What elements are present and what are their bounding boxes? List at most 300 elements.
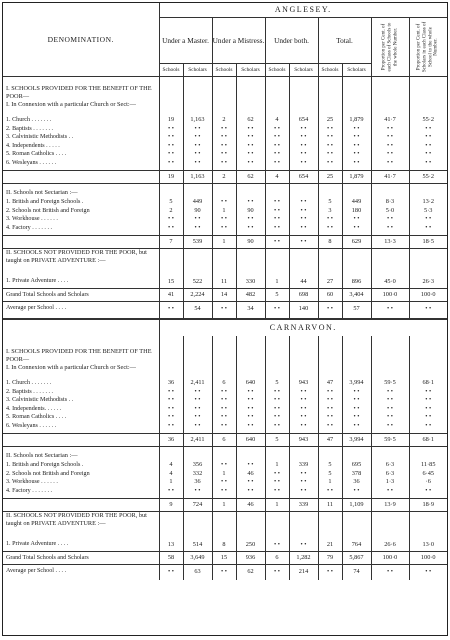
nonsectarian-row-value: • •: [289, 487, 318, 496]
spacer-cell: [265, 189, 289, 198]
private-adventure-row-value: 13·0: [409, 538, 447, 552]
spacer-cell: [212, 364, 236, 379]
spacer-cell: [342, 578, 371, 580]
grand-total-row-value: 79: [318, 552, 342, 565]
private-adventure-row-value: 26·3: [409, 275, 447, 289]
grand-total-row: [3, 289, 447, 302]
connexion-row-value: 2: [212, 116, 236, 125]
connexion-row-value: • •: [236, 388, 265, 397]
connexion-row-value: • •: [371, 159, 409, 168]
spacer-cell: [371, 336, 409, 348]
average-row-value: 57: [342, 302, 371, 316]
connexion-row-value: 25: [318, 116, 342, 125]
section-private-title-label: II. SCHOOLS NOT PROVIDED FOR THE POOR, but taught on PRIVATE ADVENTURE :—: [6, 249, 147, 264]
connexion-row-value: • •: [236, 150, 265, 159]
spacer-cell: [265, 452, 289, 461]
nonsectarian-row-value: • •: [409, 224, 447, 233]
spacer-cell: [409, 189, 447, 198]
connexion-row-value: • •: [183, 405, 212, 414]
connexion-row-value: • •: [236, 133, 265, 142]
connexion-row-value: • •: [342, 405, 371, 414]
private-adventure-row-value: • •: [289, 538, 318, 552]
spacer-cell: [289, 77, 318, 86]
connexion-row-value: • •: [289, 413, 318, 422]
connexion-row-value: • •: [159, 405, 183, 414]
connexion-row-value: • •: [236, 159, 265, 168]
nonsectarian-row-value: • •: [265, 470, 289, 479]
nonsectarian-row-value: 90: [236, 207, 265, 216]
connexion-row-value: • •: [342, 150, 371, 159]
section-nonsectarian-title-label: II. Schools not Sectarian :—: [6, 452, 78, 459]
nonsectarian-row-value: • •: [289, 224, 318, 233]
nonsectarian-row: [3, 224, 447, 233]
nonsectarian-row-value: 1: [159, 478, 183, 487]
connexion-row-value: 47: [318, 379, 342, 388]
grand-total-row-value: 60: [318, 289, 342, 302]
private-adventure-row-value: 514: [183, 538, 212, 552]
spacer-cell: [318, 578, 342, 580]
spacer-cell: [236, 189, 265, 198]
connexion-total-row-value: 6: [212, 434, 236, 447]
nonsectarian-row-value: 2: [159, 207, 183, 216]
spacer-cell: [159, 364, 183, 379]
connexion-total-row-label: [3, 171, 159, 184]
spacer-cell: [289, 189, 318, 198]
section-poor-title: [3, 85, 447, 101]
grand-total-row-value: 6: [265, 552, 289, 565]
nonsectarian-row-value: • •: [212, 478, 236, 487]
spacer-cell: [409, 452, 447, 461]
spacer-cell: [342, 452, 371, 461]
nonsectarian-row-value: 1·3: [371, 478, 409, 487]
nonsectarian-total-row-value: 724: [183, 499, 212, 512]
nonsectarian-row-value: • •: [159, 215, 183, 224]
scholars-subheader: Scholars: [183, 64, 212, 77]
private-adventure-row-value: 1: [265, 275, 289, 289]
connexion-row-value: • •: [318, 405, 342, 414]
nonsectarian-row-value: • •: [265, 224, 289, 233]
section-connexion-title: [3, 364, 447, 379]
spacer-cell: [371, 189, 409, 198]
connexion-row-value: • •: [342, 422, 371, 431]
spacer-cell: [212, 77, 236, 86]
spacer-cell: [236, 336, 265, 348]
spacer-cell: [409, 512, 447, 539]
connexion-row-value: 654: [289, 116, 318, 125]
nonsectarian-row-value: ·6: [409, 478, 447, 487]
spacer-cell: [409, 578, 447, 580]
connexion-total-row-value: 62: [236, 171, 265, 184]
nonsectarian-row-value: 5: [318, 470, 342, 479]
spacer-cell: [265, 348, 289, 364]
grand-total-row-value: 482: [236, 289, 265, 302]
connexion-row: [3, 405, 447, 414]
connexion-row-value: • •: [265, 159, 289, 168]
spacer-cell: [265, 512, 289, 539]
grand-total-row-value: 5: [265, 289, 289, 302]
spacer-cell: [236, 77, 265, 86]
denomination-header: DENOMINATION.: [3, 3, 159, 77]
grand-total-row-value: 15: [212, 552, 236, 565]
nonsectarian-row-value: • •: [183, 224, 212, 233]
connexion-row-value: 4: [265, 116, 289, 125]
average-row-value: • •: [265, 302, 289, 316]
spacer-cell: [183, 336, 212, 348]
connexion-row-value: • •: [212, 413, 236, 422]
spacer-cell: [159, 348, 183, 364]
connexion-row-value: • •: [318, 396, 342, 405]
nonsectarian-total-row-value: 8: [318, 236, 342, 249]
spacer-cell: [183, 249, 212, 276]
nonsectarian-row-label: 1. British and Foreign Schools .: [6, 199, 84, 205]
spacer-cell: [159, 452, 183, 461]
spacer-cell: [183, 77, 212, 86]
grand-total-row-value: 41: [159, 289, 183, 302]
connexion-total-row-value: 19: [159, 171, 183, 184]
nonsectarian-row-value: • •: [289, 207, 318, 216]
connexion-row-value: • •: [265, 142, 289, 151]
connexion-row-value: • •: [409, 133, 447, 142]
spacer-cell: [371, 364, 409, 379]
nonsectarian-row-value: 332: [183, 470, 212, 479]
grand-total-row-value: 100·0: [371, 289, 409, 302]
prop-scholars-header: Proportion per Cent. of Scholars in each Class of School to the whole Number.: [409, 18, 447, 77]
connexion-total-row-value: 3,994: [342, 434, 371, 447]
connexion-row-label: 4. Independents . . . . .: [6, 142, 60, 149]
spacer-cell: [212, 249, 236, 276]
connexion-row-value: • •: [183, 133, 212, 142]
connexion-row-value: • •: [236, 422, 265, 431]
nonsectarian-total-row-value: 9: [159, 499, 183, 512]
connexion-row-value: • •: [409, 413, 447, 422]
connexion-total-row-value: 943: [289, 434, 318, 447]
connexion-row-value: • •: [409, 125, 447, 134]
connexion-row-value: • •: [409, 142, 447, 151]
connexion-total-row-value: 55·2: [409, 171, 447, 184]
average-row-value: 63: [183, 565, 212, 579]
spacer-cell: [342, 348, 371, 364]
nonsectarian-row-value: 90: [183, 207, 212, 216]
nonsectarian-row-value: • •: [236, 224, 265, 233]
nonsectarian-total-row-label: [3, 499, 159, 512]
spacer-cell: [236, 85, 265, 101]
spacer-cell: [183, 101, 212, 116]
spacer-cell: [212, 101, 236, 116]
connexion-row-value: • •: [212, 125, 236, 134]
connexion-row-value: • •: [265, 133, 289, 142]
spacer-cell: [236, 364, 265, 379]
connexion-row-value: • •: [318, 159, 342, 168]
nonsectarian-total-row-value: 90: [236, 236, 265, 249]
statistics-page: [2, 2, 448, 636]
connexion-row-value: • •: [371, 142, 409, 151]
connexion-row-value: • •: [342, 413, 371, 422]
grand-total-row-value: 3,404: [342, 289, 371, 302]
spacer-cell: [409, 85, 447, 101]
connexion-row-value: • •: [342, 396, 371, 405]
spacer-cell: [318, 336, 342, 348]
connexion-row-value: • •: [318, 388, 342, 397]
connexion-row-value: • •: [342, 159, 371, 168]
spacer-cell: [212, 512, 236, 539]
connexion-row: [3, 379, 447, 388]
connexion-row-value: • •: [289, 396, 318, 405]
spacer-cell: [212, 452, 236, 461]
connexion-row-value: • •: [212, 405, 236, 414]
nonsectarian-row-value: • •: [371, 215, 409, 224]
nonsectarian-row-value: 36: [183, 478, 212, 487]
section-nonsectarian-title: [3, 452, 447, 461]
connexion-row-value: • •: [265, 405, 289, 414]
connexion-row-value: • •: [318, 142, 342, 151]
nonsectarian-row: [3, 470, 447, 479]
spacer-cell: [236, 101, 265, 116]
nonsectarian-row-value: • •: [371, 224, 409, 233]
connexion-row-label: 5. Roman Catholics . . . .: [6, 151, 67, 157]
nonsectarian-row-value: • •: [159, 487, 183, 496]
statistics-table: [3, 3, 447, 580]
spacer-cell: [409, 336, 447, 348]
nonsectarian-row-value: • •: [212, 224, 236, 233]
nonsectarian-row-value: • •: [236, 215, 265, 224]
connexion-row-value: 5: [265, 379, 289, 388]
connexion-row-value: • •: [409, 150, 447, 159]
section-private-title: [3, 512, 447, 539]
nonsectarian-row-value: 36: [342, 478, 371, 487]
nonsectarian-row-value: 5: [318, 198, 342, 207]
connexion-total-row-value: 47: [318, 434, 342, 447]
spacer-cell: [409, 348, 447, 364]
spacer-cell: [318, 101, 342, 116]
section-connexion-title-label: I. In Connexion with a particular Church or Sect:—: [6, 101, 136, 108]
spacer-cell: [159, 578, 183, 580]
connexion-row: [3, 388, 447, 397]
nonsectarian-row-value: 1: [318, 478, 342, 487]
average-row-value: • •: [371, 302, 409, 316]
nonsectarian-row-value: • •: [236, 487, 265, 496]
section-nonsectarian-title: [3, 189, 447, 198]
spacer-cell: [159, 512, 183, 539]
connexion-row-label: 2. Baptists . . . . . . .: [6, 125, 54, 132]
connexion-row-value: • •: [371, 150, 409, 159]
connexion-row-value: • •: [371, 413, 409, 422]
average-row-value: 54: [183, 302, 212, 316]
private-adventure-row-value: • •: [265, 538, 289, 552]
spacer-cell: [159, 189, 183, 198]
nonsectarian-total-row-value: 1: [212, 236, 236, 249]
nonsectarian-row-value: • •: [342, 224, 371, 233]
connexion-row-label: 3. Calvinistic Methodists . .: [6, 134, 74, 140]
nonsectarian-row-value: • •: [183, 215, 212, 224]
spacer-cell: [212, 336, 236, 348]
nonsectarian-row-label: 3. Workhouse . . . . . .: [6, 216, 58, 222]
nonsectarian-row-value: • •: [265, 198, 289, 207]
nonsectarian-row-value: 4: [159, 461, 183, 470]
nonsectarian-row-value: • •: [318, 215, 342, 224]
nonsectarian-row-value: 11·85: [409, 461, 447, 470]
scholars-subheader: Scholars: [289, 64, 318, 77]
connexion-row-value: • •: [265, 413, 289, 422]
average-row-value: 214: [289, 565, 318, 579]
nonsectarian-row-label: 2. Schools not British and Foreign: [6, 207, 90, 214]
grand-total-row-value: 698: [289, 289, 318, 302]
nonsectarian-row-value: • •: [409, 215, 447, 224]
nonsectarian-row-value: 5: [318, 461, 342, 470]
spacer-cell: [318, 249, 342, 276]
spacer-cell: [265, 364, 289, 379]
average-row-value: • •: [212, 302, 236, 316]
spacer-cell: [318, 452, 342, 461]
nonsectarian-row-value: 6·3: [371, 470, 409, 479]
connexion-total-row-value: 2: [212, 171, 236, 184]
connexion-row-value: • •: [265, 150, 289, 159]
spacer-cell: [342, 336, 371, 348]
connexion-row-value: • •: [342, 142, 371, 151]
connexion-row-label: 4. Independents. . . . . .: [6, 405, 62, 412]
grand-total-row-value: 5,867: [342, 552, 371, 565]
average-row-value: • •: [159, 565, 183, 579]
region-title-row: [3, 319, 447, 336]
nonsectarian-row-value: • •: [236, 461, 265, 470]
section-private-title: [3, 249, 447, 276]
spacer-cell: [409, 249, 447, 276]
nonsectarian-row-label: 3. Workhouse . . . . . .: [6, 479, 58, 485]
connexion-row: [3, 133, 447, 142]
nonsectarian-row-value: 449: [183, 198, 212, 207]
spacer-cell: [183, 578, 212, 580]
nonsectarian-row-value: 449: [342, 198, 371, 207]
connexion-total-row-value: 640: [236, 434, 265, 447]
connexion-row-label: 1. Church . . . . . . .: [6, 380, 52, 386]
spacer-cell: [342, 85, 371, 101]
connexion-row-value: 6: [212, 379, 236, 388]
spacer-cell: [289, 249, 318, 276]
nonsectarian-total-row-value: 1: [265, 499, 289, 512]
spacer-cell: [265, 336, 289, 348]
spacer-cell: [289, 85, 318, 101]
connexion-row-value: 1,163: [183, 116, 212, 125]
section-poor-title: [3, 348, 447, 364]
connexion-row: [3, 116, 447, 125]
nonsectarian-row-value: 6·45: [409, 470, 447, 479]
average-row-label: Average per School . . . .: [6, 305, 67, 311]
connexion-row-label: 2. Baptists . . . . . . .: [6, 388, 54, 395]
nonsectarian-row-value: 4: [159, 470, 183, 479]
connexion-row-value: 19: [159, 116, 183, 125]
under-both-header: Under both.: [265, 18, 318, 64]
connexion-row: [3, 142, 447, 151]
nonsectarian-row-value: 46: [236, 470, 265, 479]
connexion-row-value: • •: [289, 125, 318, 134]
grand-total-row: [3, 552, 447, 565]
spacer-cell: [409, 101, 447, 116]
connexion-row-value: • •: [265, 396, 289, 405]
connexion-row-value: • •: [409, 159, 447, 168]
nonsectarian-row-label: 4. Factory . . . . . . .: [6, 224, 53, 231]
spacer-cell: [318, 512, 342, 539]
nonsectarian-row-value: 1: [212, 470, 236, 479]
connexion-row-value: 1,879: [342, 116, 371, 125]
spacer-cell: [183, 348, 212, 364]
connexion-row-value: • •: [159, 133, 183, 142]
spacer-cell: [183, 189, 212, 198]
spacer-cell: [3, 319, 159, 336]
private-adventure-row-label: 1. Private Adventure . . . .: [6, 541, 69, 547]
nonsectarian-row-value: • •: [289, 198, 318, 207]
spacer-cell: [342, 364, 371, 379]
spacer-cell: [289, 336, 318, 348]
spacer-cell: [289, 512, 318, 539]
nonsectarian-row-value: 1: [265, 461, 289, 470]
connexion-total-row-label: [3, 434, 159, 447]
connexion-row-value: • •: [342, 125, 371, 134]
connexion-row-value: 36: [159, 379, 183, 388]
nonsectarian-row-label: 2. Schools not British and Foreign: [6, 470, 90, 477]
connexion-total-row-value: 1,879: [342, 171, 371, 184]
average-row-value: 62: [236, 565, 265, 579]
nonsectarian-row-value: 8·3: [371, 198, 409, 207]
connexion-row-value: • •: [371, 125, 409, 134]
nonsectarian-row-value: • •: [289, 215, 318, 224]
spacer-cell: [265, 249, 289, 276]
section-nonsectarian-title-label: II. Schools not Sectarian :—: [6, 189, 78, 196]
prop-schools-header: Proportion per Cent. of each Class of Schools to the whole Number.: [371, 18, 409, 77]
nonsectarian-row-value: 3: [318, 207, 342, 216]
grand-total-row-value: 100·0: [409, 552, 447, 565]
private-adventure-row-value: 15: [159, 275, 183, 289]
scholars-subheader: Scholars: [342, 64, 371, 77]
spacer-cell: [289, 578, 318, 580]
private-adventure-row-value: 27: [318, 275, 342, 289]
private-adventure-row-value: 44: [289, 275, 318, 289]
total-header: Total.: [318, 18, 371, 64]
nonsectarian-total-row-value: 339: [289, 499, 318, 512]
average-row-value: 34: [236, 302, 265, 316]
connexion-row-value: • •: [183, 388, 212, 397]
under-master-header: Under a Master.: [159, 18, 212, 64]
nonsectarian-total-row: [3, 499, 447, 512]
average-row: [3, 302, 447, 316]
connexion-row: [3, 125, 447, 134]
spacer-cell: [289, 348, 318, 364]
connexion-row-value: • •: [371, 405, 409, 414]
connexion-row-value: • •: [159, 396, 183, 405]
spacer-cell: [342, 189, 371, 198]
nonsectarian-row-label: 4. Factory . . . . . . .: [6, 487, 53, 494]
connexion-row-value: • •: [289, 159, 318, 168]
connexion-row-value: • •: [318, 125, 342, 134]
connexion-row-value: • •: [159, 142, 183, 151]
nonsectarian-row-value: • •: [212, 215, 236, 224]
section-poor-title-label: I. SCHOOLS PROVIDED FOR THE BENEFIT OF THE POOR—: [6, 85, 152, 100]
connexion-row-value: • •: [159, 150, 183, 159]
connexion-row-value: • •: [265, 388, 289, 397]
spacer-cell: [236, 348, 265, 364]
nonsectarian-row-value: • •: [318, 224, 342, 233]
spacer-cell: [159, 336, 183, 348]
grand-total-row-value: 14: [212, 289, 236, 302]
nonsectarian-row-value: • •: [212, 487, 236, 496]
connexion-total-row-value: 654: [289, 171, 318, 184]
private-adventure-row-value: 8: [212, 538, 236, 552]
connexion-row-value: 68·1: [409, 379, 447, 388]
nonsectarian-total-row-value: • •: [289, 236, 318, 249]
section-connexion-title-label: I. In Connexion with a particular Church or Sect:—: [6, 364, 136, 371]
connexion-row-value: • •: [183, 150, 212, 159]
connexion-row-value: • •: [183, 413, 212, 422]
connexion-row-value: • •: [212, 133, 236, 142]
connexion-row-value: • •: [212, 150, 236, 159]
